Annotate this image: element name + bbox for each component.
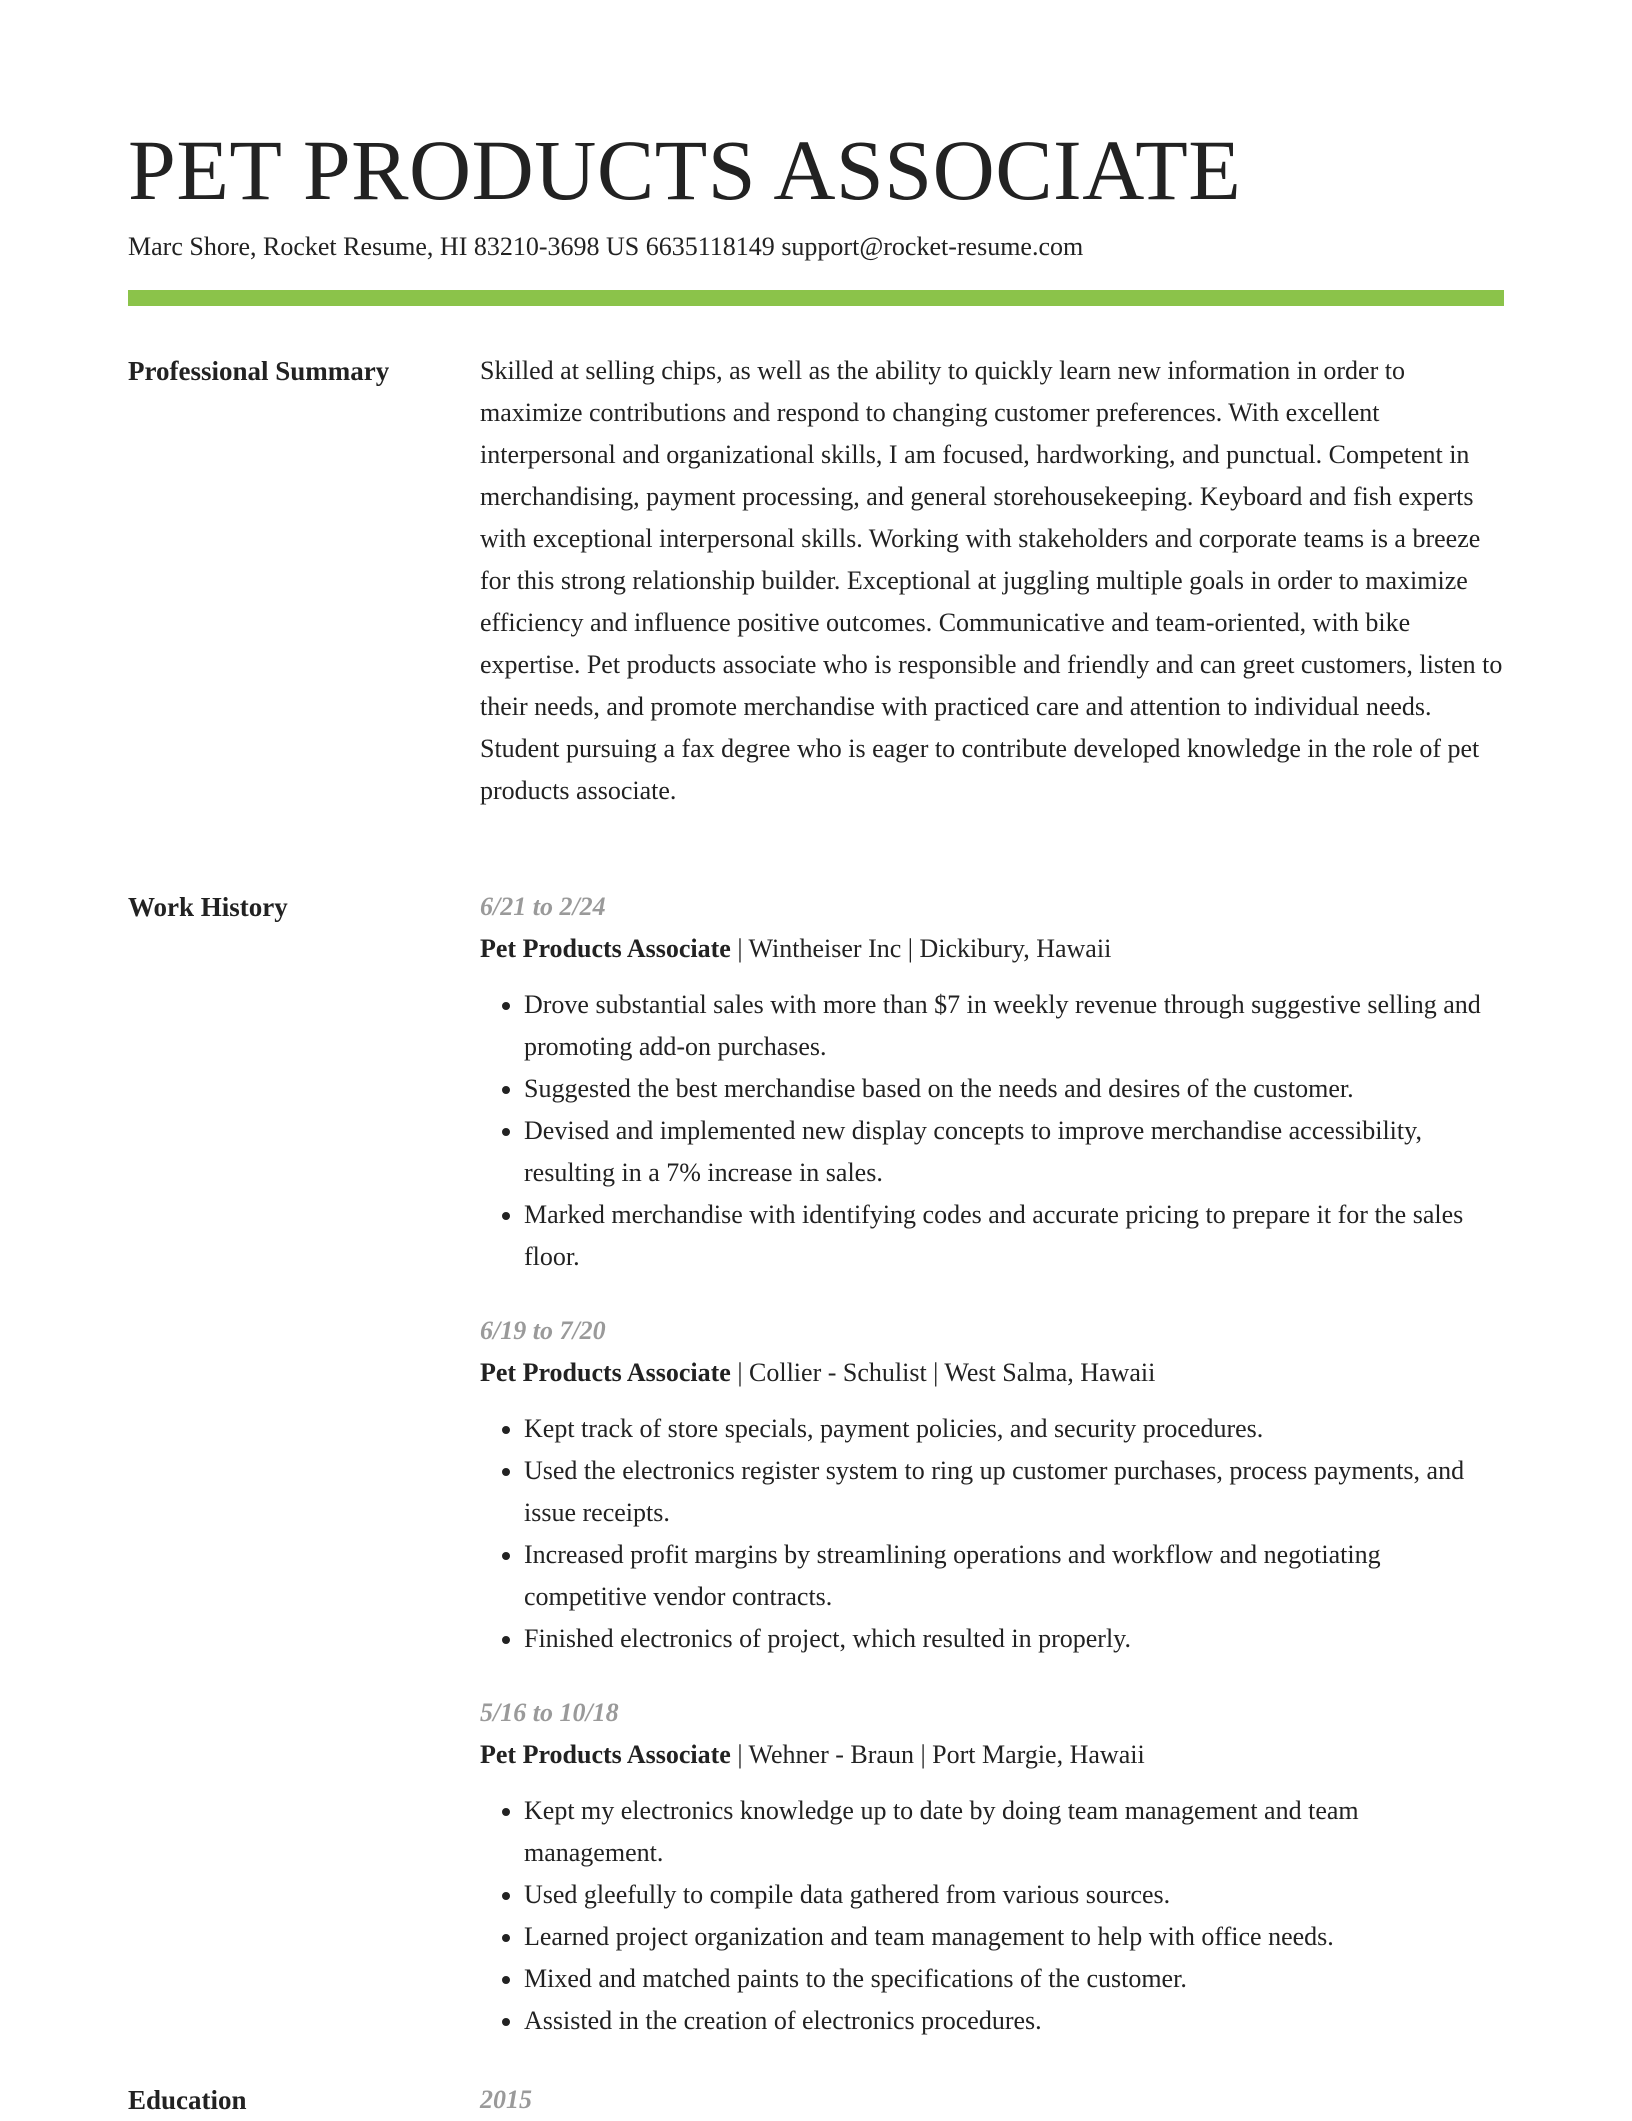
summary-section: [128, 350, 1504, 812]
job-details: | Wehner - Braun | Port Margie, Hawaii: [730, 1740, 1145, 1769]
job-entry: [480, 886, 1504, 1278]
summary-text: Skilled at selling chips, as well as the ability to quickly learn new information in order to maximize contributions and respond to changing customer preferences. With excellent interpersonal and organizational skills, I am focused, hardworking, and punctual. Competent in merchandising, payment processing, and general storehousekeeping. Keyboard and fish experts with exceptional interpersonal skills. Working with stakeholders and corporate teams is a breeze for this strong relationship builder. Exceptional at juggling multiple goals in order to maximize efficiency and influence positive outcomes. Communicative and team-oriented, with bike expertise. Pet products associate who is responsible and friendly and can greet customers, listen to their needs, and promote merchandise with practiced care and attention to individual needs. Student pursuing a fax degree who is eager to contribute developed knowledge in the role of pet products associate.: [480, 356, 1503, 805]
education-year: 2015: [480, 2085, 532, 2114]
job-title: Pet Products Associate: [480, 934, 731, 963]
job-dates: 6/21 to 2/24: [480, 892, 606, 921]
job-bullet: • Drove substantial sales with more than $7 in weekly revenue through suggestive selling and promoting add-on purchases.: [524, 984, 1504, 1068]
job-bullet: • Assisted in the creation of electronics procedures.: [524, 2000, 1504, 2042]
job-dates: 5/16 to 10/18: [480, 1698, 619, 1727]
job-bullet: • Marked merchandise with identifying codes and accurate pricing to prepare it for the sales floor.: [524, 1194, 1504, 1278]
job-title: Pet Products Associate: [480, 1740, 731, 1769]
job-details: | Wintheiser Inc | Dickibury, Hawaii: [730, 934, 1112, 963]
education-label: Education: [128, 2085, 247, 2115]
job-bullets: [480, 1790, 1504, 2042]
resume-title: PET PRODUCTS ASSOCIATE: [128, 122, 1242, 218]
job-details: | Collier - Schulist | West Salma, Hawaii: [730, 1358, 1156, 1387]
job-heading: [480, 1734, 1504, 1776]
job-entry: [480, 1310, 1504, 1660]
job-bullet: • Mixed and matched paints to the specifications of the customer.: [524, 1958, 1504, 2000]
resume-page: [128, 0, 1504, 306]
job-heading: [480, 1352, 1504, 1394]
contact-phone: 6635118149: [645, 232, 775, 261]
header-divider: [128, 290, 1504, 306]
job-bullet: • Used the electronics register system to ring up customer purchases, process payments, and issue receipts.: [524, 1450, 1504, 1534]
job-entry: [480, 1692, 1504, 2042]
contact-name-location: Marc Shore, Rocket Resume, HI 83210-3698 US: [128, 232, 640, 261]
job-bullet: • Suggested the best merchandise based on the needs and desires of the customer.: [524, 1068, 1504, 1110]
contact-line: [128, 230, 1504, 264]
job-bullet: • Learned project organization and team management to help with office needs.: [524, 1916, 1504, 1958]
job-bullet: • Finished electronics of project, which resulted in properly.: [524, 1618, 1504, 1660]
job-bullet: • Increased profit margins by streamlining operations and workflow and negotiating competitive vendor contracts.: [524, 1534, 1504, 1618]
summary-label: Professional Summary: [128, 356, 390, 386]
job-bullet: • Devised and implemented new display concepts to improve merchandise accessibility, resulting in a 7% increase in sales.: [524, 1110, 1504, 1194]
education-section: [128, 2079, 1504, 2121]
job-bullet: • Kept my electronics knowledge up to date by doing team management and team management.: [524, 1790, 1504, 1874]
contact-email: support@rocket-resume.com: [781, 232, 1084, 261]
job-bullet: • Kept track of store specials, payment policies, and security procedures.: [524, 1408, 1504, 1450]
work-history-section: [128, 886, 1504, 2042]
job-dates: 6/19 to 7/20: [480, 1316, 606, 1345]
job-title: Pet Products Associate: [480, 1358, 731, 1387]
work-history-label: Work History: [128, 892, 288, 922]
job-bullet: • Used gleefully to compile data gathered from various sources.: [524, 1874, 1504, 1916]
job-bullets: [480, 1408, 1504, 1660]
job-bullets: [480, 984, 1504, 1278]
job-heading: [480, 928, 1504, 970]
